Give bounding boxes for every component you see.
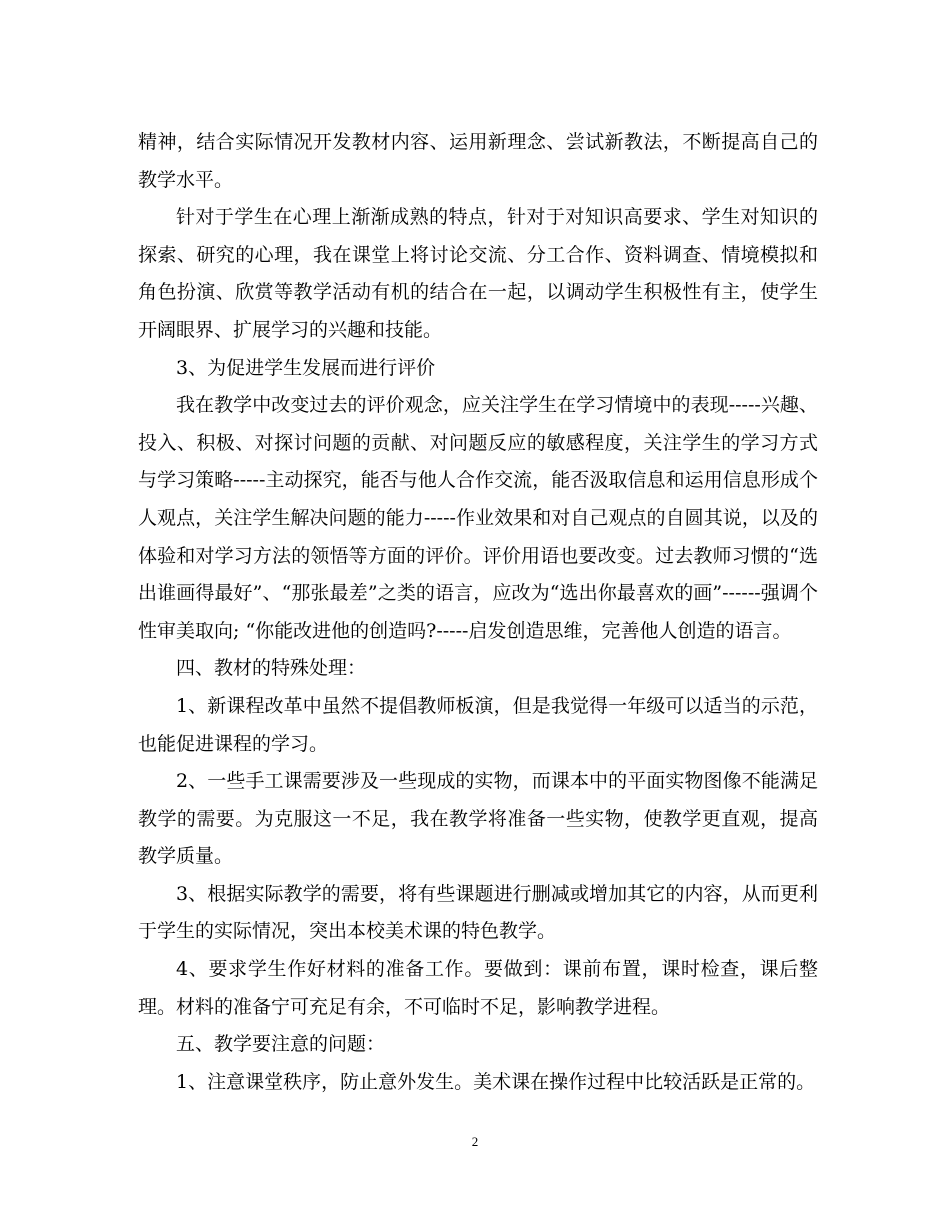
list-item: 2、一些手工课需要涉及一些现成的实物，而课本中的平面实物图像不能满足教学的需要。为克服这一不足，我在教学将准备一些实物，使教学更直观，提高教学质量。 (138, 770, 818, 868)
paragraph: 精神，结合实际情况开发教材内容、运用新理念、尝试新教法，不断提高自己的教学水平。 (138, 131, 818, 191)
section-heading: 五、教学要注意的问题： (176, 1033, 386, 1056)
list-item: 3、根据实际教学的需要，将有些课题进行删减或增加其它的内容，从而更利于学生的实际情况，突出本校美术课的特色教学。 (138, 882, 818, 943)
page-number: 2 (471, 1134, 479, 1149)
paragraph: 我在教学中改变过去的评价观念，应关注学生在学习情境中的表现-----兴趣、投入、积极、对探讨问题的贡献、对问题反应的敏感程度，关注学生的学习方式与学习策略-----主动探究，能否与他人合作交流，能否汲取信息和运用信息形成个人观点，关注学生解决问题的能力-----作业效果和对自己观点的自圆其说，以及的体验和对学习方法的领悟等方面的评价。评价用语也要改变。过去教师习惯的“选出谁画得最好”、“那张最差”之类的语言，应改为“选出你最喜欢的画”------强调个性审美取向; “你能改进他的创造吗?-----启发创造思维，完善他人创造的语言。 (138, 394, 818, 642)
list-item: 1、注意课堂秩序，防止意外发生。美术课在操作过程中比较活跃是正常的。 (176, 1070, 816, 1093)
section-heading: 四、教材的特殊处理： (176, 657, 367, 680)
list-item: 4、要求学生作好材料的准备工作。要做到：课前布置，课时检查，课后整理。材料的准备宁可充足有余，不可临时不足，影响教学进程。 (138, 958, 818, 1018)
list-item: 1、新课程改革中虽然不提倡教师板演，但是我觉得一年级可以适当的示范，也能促进课程的学习。 (138, 694, 818, 755)
section-heading: 3、为促进学生发展而进行评价 (176, 356, 436, 379)
document-body (138, 124, 818, 1101)
paragraph: 针对于学生在心理上渐渐成熟的特点，针对于对知识高要求、学生对知识的探索、研究的心理，我在课堂上将讨论交流、分工合作、资料调查、情境模拟和角色扮演、欣赏等教学活动有机的结合在一起，以调动学生积极性有主，使学生开阔眼界、扩展学习的兴趣和技能。 (138, 206, 818, 341)
